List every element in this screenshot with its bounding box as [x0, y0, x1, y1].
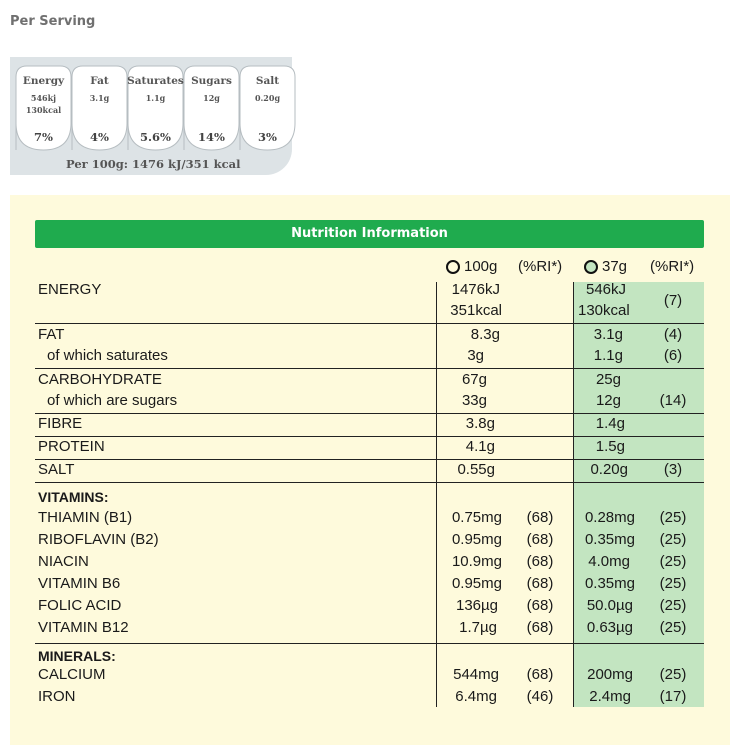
- calcium-37g: 200mg: [587, 666, 633, 683]
- vitamins-heading: VITAMINS:: [38, 489, 109, 505]
- gda-value: 546kj: [30, 93, 57, 103]
- row-label-sugars: of which are sugars: [47, 392, 178, 409]
- circle-icon: [446, 260, 460, 274]
- energy-37g-ri: (7): [663, 292, 683, 309]
- col-header-ri-37g: (%RI*): [650, 258, 695, 275]
- protein-37g: 1.5g: [595, 438, 625, 455]
- gda-name: Salt: [255, 75, 280, 87]
- vitamin-b6-100g: 0.95mg: [451, 575, 502, 592]
- row-divider: [35, 413, 704, 414]
- calcium-100g: 544mg: [453, 666, 499, 683]
- gda-energy: [15, 63, 72, 151]
- col-header-37g: 37g: [602, 258, 628, 275]
- iron-37g: 2.4mg: [589, 688, 631, 705]
- row-divider: [35, 436, 704, 437]
- row-label-energy: ENERGY: [38, 281, 102, 298]
- salt-37g: 0.20g: [590, 461, 628, 478]
- row-label-vitamin-b12: VITAMIN B12: [38, 619, 129, 636]
- fat-100g: 8.3g: [470, 326, 500, 343]
- fibre-100g: 3.8g: [465, 415, 495, 432]
- sugars-37g-ri: (14): [659, 392, 687, 409]
- row-label-calcium: CALCIUM: [38, 666, 106, 683]
- gda-value: 1.1g: [145, 93, 166, 103]
- thiamin-37g-ri: (25): [659, 509, 687, 526]
- sugars-100g: 33g: [461, 392, 487, 409]
- gda-percent: 14%: [198, 130, 225, 144]
- vitamin-b6-37g-ri: (25): [659, 575, 687, 592]
- row-label-folic-acid: FOLIC ACID: [38, 597, 122, 614]
- gda-value: 3.1g: [89, 93, 110, 103]
- thiamin-100g: 0.75mg: [451, 509, 502, 526]
- energy-100g-kj: 1476kJ: [451, 281, 500, 298]
- carbohydrate-100g: 67g: [461, 371, 487, 388]
- row-label-salt: SALT: [38, 461, 75, 478]
- gda-percent: 5.6%: [140, 130, 171, 144]
- saturates-37g: 1.1g: [593, 347, 623, 364]
- gda-saturates: [127, 63, 184, 151]
- riboflavin-37g-ri: (25): [659, 531, 687, 548]
- carbohydrate-37g: 25g: [595, 371, 621, 388]
- vitamin-b6-37g: 0.35mg: [584, 575, 635, 592]
- fibre-37g: 1.4g: [595, 415, 625, 432]
- iron-100g: 6.4mg: [455, 688, 497, 705]
- saturates-100g: 3g: [467, 347, 484, 364]
- row-divider: [35, 323, 704, 324]
- gda-name: Energy: [22, 75, 65, 87]
- gda-sugars: [183, 63, 240, 151]
- fat-37g-ri: (4): [663, 326, 683, 343]
- sugars-37g: 12g: [595, 392, 621, 409]
- protein-100g: 4.1g: [465, 438, 495, 455]
- gda-value: 12g: [203, 93, 220, 103]
- circle-icon: [584, 260, 598, 274]
- vitamin-b12-100g-ri: (68): [526, 619, 554, 636]
- row-divider: [35, 459, 704, 460]
- folic-acid-100g: 136µg: [455, 597, 498, 614]
- vitamin-b12-37g: 0.63µg: [586, 619, 633, 636]
- folic-acid-100g-ri: (68): [526, 597, 554, 614]
- gda-fat: [71, 63, 128, 151]
- col-header-ri-100g: (%RI*): [518, 258, 563, 275]
- row-divider: [35, 643, 704, 644]
- nutrition-header: Nutrition Information: [35, 220, 704, 248]
- gda-name: Fat: [90, 75, 109, 87]
- thiamin-37g: 0.28mg: [584, 509, 635, 526]
- gda-label-panel: [10, 57, 292, 175]
- minerals-heading: MINERALS:: [38, 648, 116, 664]
- folic-acid-37g: 50.0µg: [586, 597, 633, 614]
- energy-100g-kcal: 351kcal: [450, 302, 502, 319]
- col-header-100g: 100g: [464, 258, 498, 275]
- calcium-37g-ri: (25): [659, 666, 687, 683]
- row-label-niacin: NIACIN: [38, 553, 89, 570]
- salt-37g-ri: (3): [663, 461, 683, 478]
- row-divider: [35, 482, 704, 483]
- energy-37g-kj: 546kJ: [586, 281, 627, 298]
- folic-acid-37g-ri: (25): [659, 597, 687, 614]
- vitamin-b12-37g-ri: (25): [659, 619, 687, 636]
- thiamin-100g-ri: (68): [526, 509, 554, 526]
- riboflavin-100g: 0.95mg: [451, 531, 502, 548]
- vitamin-b12-100g: 1.7µg: [459, 619, 497, 636]
- vitamin-b6-100g-ri: (68): [526, 575, 554, 592]
- gda-value-secondary: 130kcal: [25, 105, 62, 115]
- row-label-saturates: of which saturates: [47, 347, 168, 364]
- row-label-fat: FAT: [38, 326, 65, 343]
- niacin-100g: 10.9mg: [451, 553, 502, 570]
- niacin-37g: 4.0mg: [588, 553, 630, 570]
- gda-name: Sugars: [191, 75, 232, 87]
- riboflavin-37g: 0.35mg: [584, 531, 635, 548]
- niacin-100g-ri: (68): [526, 553, 554, 570]
- gda-name: Saturates: [127, 75, 184, 87]
- row-label-carbohydrate: CARBOHYDRATE: [38, 371, 162, 388]
- row-label-thiamin: THIAMIN (B1): [38, 509, 133, 526]
- iron-100g-ri: (46): [526, 688, 554, 705]
- row-label-protein: PROTEIN: [38, 438, 105, 455]
- row-label-fibre: FIBRE: [38, 415, 83, 432]
- salt-100g: 0.55g: [457, 461, 495, 478]
- fat-37g: 3.1g: [593, 326, 623, 343]
- row-divider: [35, 368, 704, 369]
- row-label-iron: IRON: [38, 688, 76, 705]
- riboflavin-100g-ri: (68): [526, 531, 554, 548]
- niacin-37g-ri: (25): [659, 553, 687, 570]
- iron-37g-ri: (17): [659, 688, 687, 705]
- gda-per-100g: Per 100g: 1476 kJ/351 kcal: [66, 157, 241, 171]
- gda-percent: 7%: [34, 130, 53, 144]
- gda-salt: [239, 63, 296, 151]
- calcium-100g-ri: (68): [526, 666, 554, 683]
- saturates-37g-ri: (6): [663, 347, 683, 364]
- gda-percent: 4%: [90, 130, 109, 144]
- gda-value: 0.20g: [254, 93, 281, 103]
- per-serving-title: Per Serving: [10, 14, 96, 29]
- row-label-vitamin-b6: VITAMIN B6: [38, 575, 121, 592]
- gda-percent: 3%: [258, 130, 277, 144]
- row-label-riboflavin: RIBOFLAVIN (B2): [38, 531, 159, 548]
- energy-37g-kcal: 130kcal: [578, 302, 630, 319]
